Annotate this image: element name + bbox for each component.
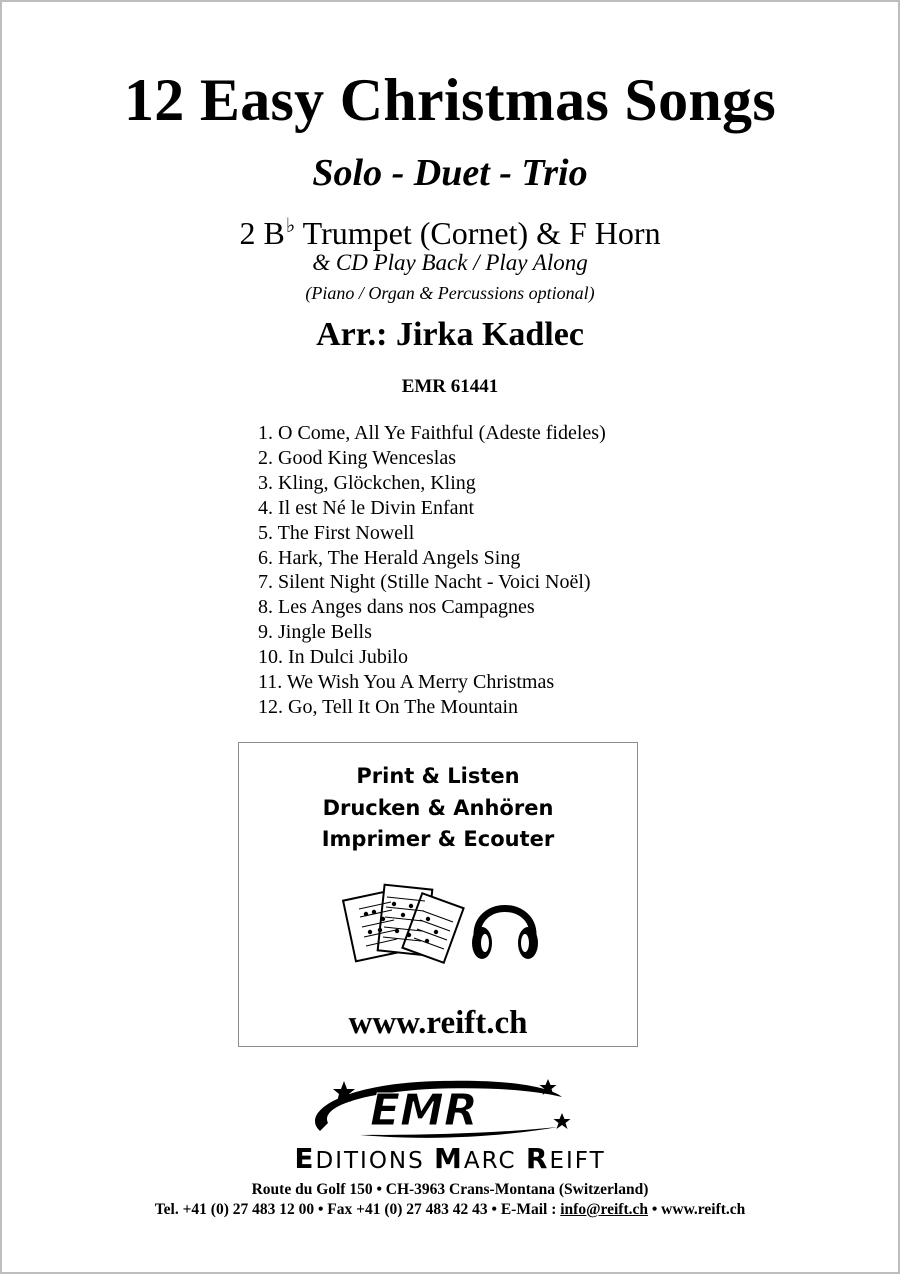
sheet-music-icon [343, 885, 464, 963]
promo-lines [239, 761, 637, 856]
publisher-word: EIFT [549, 1148, 606, 1174]
logo-text: EMR [370, 1085, 478, 1136]
song-item: 2. Good King Wenceslas [258, 446, 456, 469]
instrumentation-suffix: Trumpet (Cornet) & F Horn [295, 215, 661, 251]
arranger: Arr.: Jirka Kadlec [316, 316, 584, 353]
song-item: 10. In Dulci Jubilo [258, 646, 408, 669]
song-item: 7. Silent Night (Stille Nacht - Voici Noël) [258, 571, 591, 594]
contact-website: • www.reift.ch [648, 1201, 746, 1218]
flat-sign: ♭ [285, 215, 296, 237]
headphones-icon [472, 909, 538, 960]
contact-phone-fax: Tel. +41 (0) 27 483 12 00 • Fax +41 (0) 27 483 42 43 • E-Mail : [154, 1201, 561, 1218]
song-item: 4. Il est Né le Divin Enfant [258, 496, 475, 519]
song-item: 12. Go, Tell It On The Mountain [258, 695, 519, 718]
promo-line-fr: Imprimer & Ecouter [321, 827, 555, 851]
publisher-address: Route du Golf 150 • CH-3963 Crans-Montana (Switzerland) [251, 1181, 649, 1198]
print-listen-box [238, 742, 638, 1047]
email-link[interactable]: info@reift.ch [560, 1201, 648, 1218]
promo-line-de: Drucken & Anhören [322, 795, 554, 820]
song-item: 5. The First Nowell [258, 521, 415, 544]
publisher-initial: E [294, 1142, 316, 1175]
instrumentation [0, 206, 900, 253]
publisher-contact [0, 1200, 900, 1220]
publisher-initial: M [434, 1142, 464, 1175]
song-item: 11. We Wish You A Merry Christmas [258, 671, 555, 694]
website-url[interactable]: www.reift.ch [348, 1005, 528, 1041]
promo-line-en: Print & Listen [356, 764, 520, 788]
song-item: 9. Jingle Bells [258, 621, 372, 644]
instrumentation-prefix: 2 B [239, 215, 285, 251]
promo-icons [339, 875, 559, 975]
song-item: 6. Hark, The Herald Angels Sing [258, 546, 521, 569]
publisher-word: ARC [463, 1148, 526, 1174]
subtitle: Solo - Duet - Trio [312, 152, 588, 194]
publisher-initial: R [525, 1142, 550, 1175]
catalog-code: EMR 61441 [401, 376, 499, 397]
song-list [258, 421, 606, 720]
page-title: 12 Easy Christmas Songs [123, 67, 777, 133]
song-item: 8. Les Anges dans nos Campagnes [258, 596, 535, 619]
publisher-name [0, 1142, 900, 1175]
emr-logo [300, 1073, 580, 1143]
song-item: 3. Kling, Glöckchen, Kling [258, 471, 476, 494]
cd-line: & CD Play Back / Play Along [312, 250, 588, 275]
optional-line: (Piano / Organ & Percussions optional) [305, 283, 595, 303]
song-item: 1. O Come, All Ye Faithful (Adeste fideles) [258, 422, 606, 444]
publisher-word: DITIONS [315, 1148, 435, 1174]
